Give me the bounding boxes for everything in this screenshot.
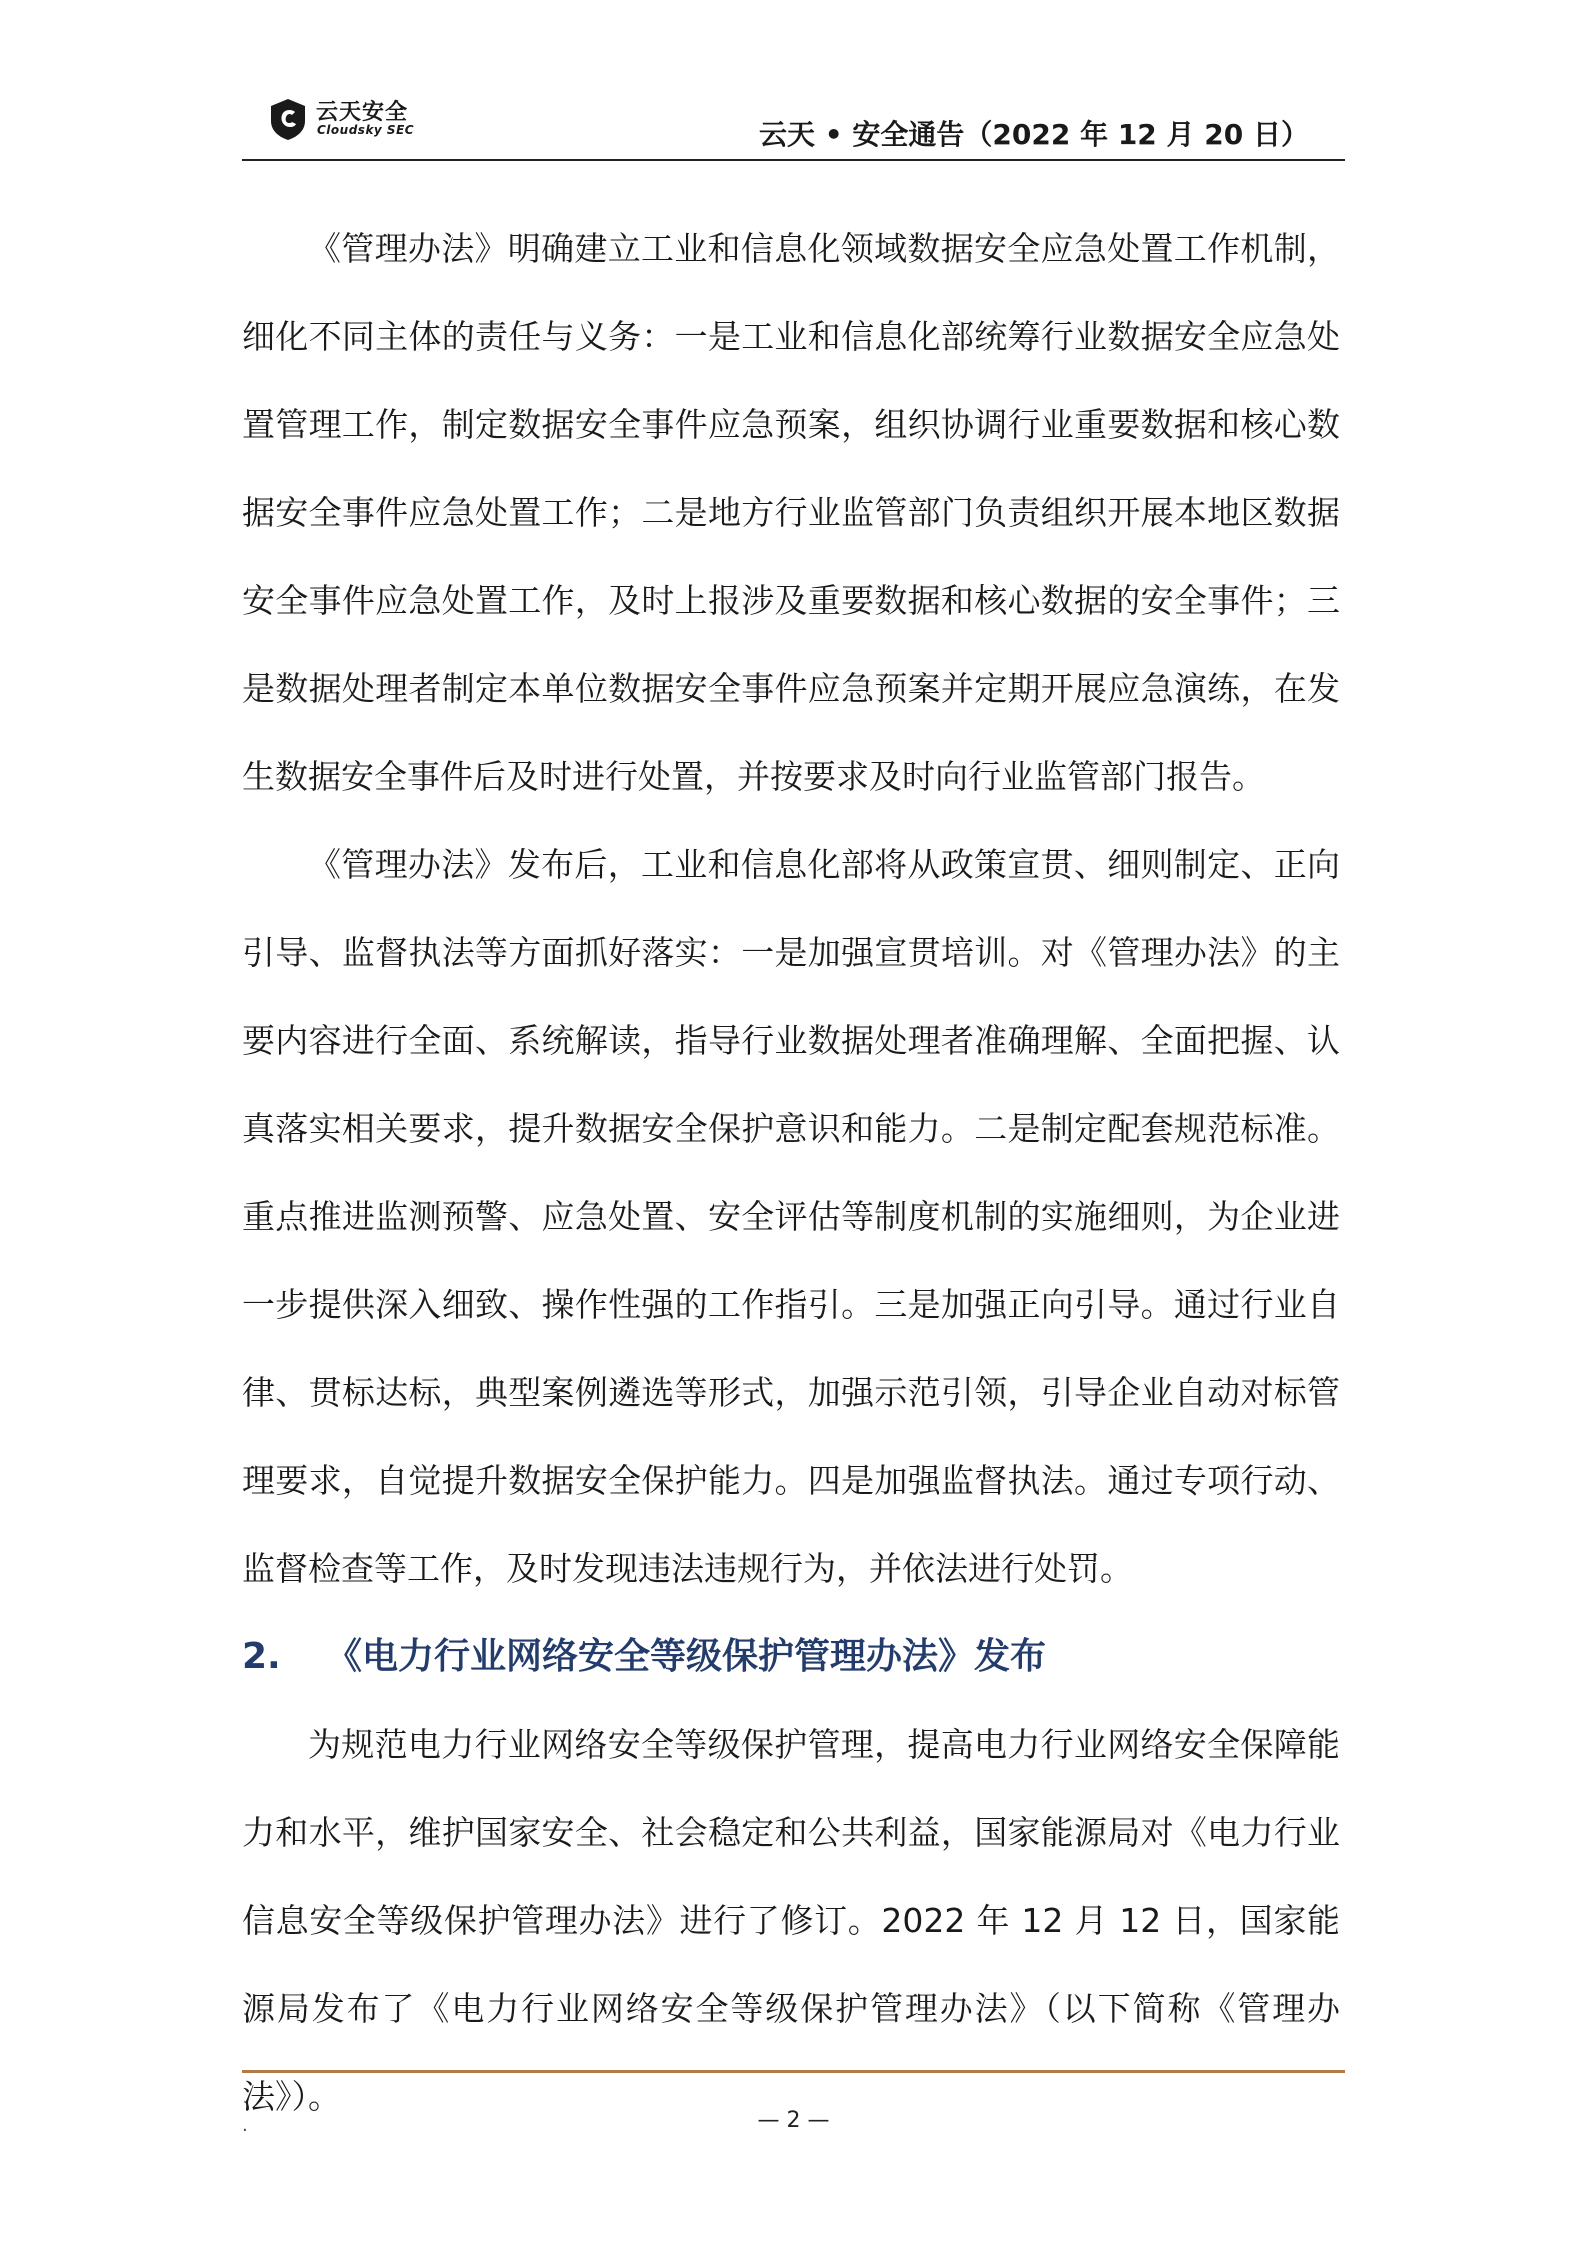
section-title: 《电力行业网络安全等级保护管理办法》发布: [326, 1636, 1047, 1677]
header-divider: [242, 159, 1345, 161]
logo-chinese-text: 云天安全: [316, 100, 409, 125]
cloudsky-shield-logo-icon: [268, 97, 308, 141]
document-body: [242, 205, 1340, 2141]
body-paragraph: 《管理办法》明确建立工业和信息化领域数据安全应急处置工作机制，细化不同主体的责任与义务：一是工业和信息化部统筹行业数据安全应急处置管理工作，制定数据安全事件应急预案，组织协调行业重要数据和核心数据安全事件应急处置工作；二是地方行业监管部门负责组织开展本地区数据安全事件应急处置工作，及时上报涉及重要数据和核心数据的安全事件；三是数据处理者制定本单位数据安全事件应急预案并定期开展应急演练，在发生数据安全事件后及时进行处置，并按要求及时向行业监管部门报告。: [242, 229, 1340, 796]
company-logo: [268, 95, 508, 145]
page-number: — 2 —: [757, 2108, 830, 2133]
section-paragraph: 为规范电力行业网络安全等级保护管理，提高电力行业网络安全保障能力和水平，维护国家安全、社会稳定和公共利益，国家能源局对《电力行业信息安全等级保护管理办法》进行了修订。2022 年 12 月 12 日，国家能源局发布了《电力行业网络安全等级保护管理办法》（以下简称《管理办法》）。: [242, 1725, 1340, 2116]
footer-divider: [242, 2070, 1345, 2073]
page-header: [242, 95, 1345, 161]
header-title: 云天 • 安全通告（2022 年 12 月 20 日）: [759, 118, 1309, 151]
footer-dot: .: [242, 2115, 248, 2136]
logo-english-text: Cloudsky SEC: [317, 123, 415, 137]
body-paragraph: 《管理办法》发布后，工业和信息化部将从政策宣贯、细则制定、正向引导、监督执法等方面抓好落实：一是加强宣贯培训。对《管理办法》的主要内容进行全面、系统解读，指导行业数据处理者准确理解、全面把握、认真落实相关要求，提升数据安全保护意识和能力。二是制定配套规范标准。重点推进监测预警、应急处置、安全评估等制度机制的实施细则，为企业进一步提供深入细致、操作性强的工作指引。三是加强正向引导。通过行业自律、贯标达标，典型案例遴选等形式，加强示范引领，引导企业自动对标管理要求，自觉提升数据安全保护能力。四是加强监督执法。通过专项行动、监督检查等工作，及时发现违法违规行为，并依法进行处罚。: [242, 845, 1340, 1588]
section-number: 2.: [242, 1636, 281, 1677]
section-heading: [242, 1613, 1340, 1701]
